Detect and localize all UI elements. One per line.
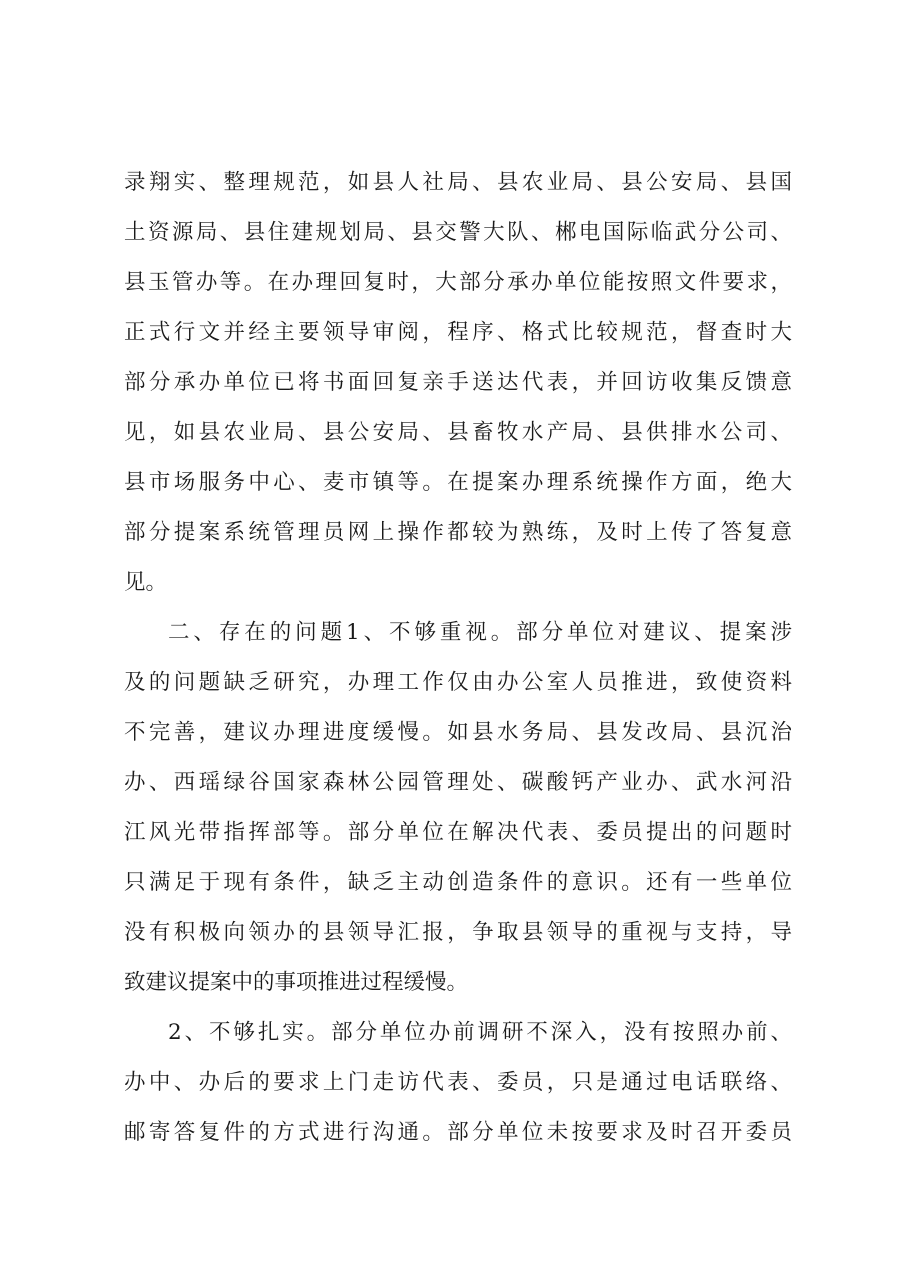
paragraph-line: 土资源局、县住建规划局、县交警大队、郴电国际临武分公司、	[124, 220, 792, 245]
paragraph-line: 邮寄答复件的方式进行沟通。部分单位未按要求及时召开委员	[124, 1120, 792, 1145]
paragraph-line: 江风光带指挥部等。部分单位在解决代表、委员提出的问题时	[124, 820, 792, 845]
paragraph-line: 正式行文并经主要领导审阅，程序、格式比较规范，督查时大	[124, 320, 792, 345]
paragraph-line: 县市场服务中心、麦市镇等。在提案办理系统操作方面，绝大	[124, 470, 792, 495]
paragraph-line: 及的问题缺乏研究，办理工作仅由办公室人员推进，致使资料	[124, 670, 792, 695]
paragraph-line: 录翔实、整理规范，如县人社局、县农业局、县公安局、县国	[124, 170, 792, 195]
paragraph-line: 办中、办后的要求上门走访代表、委员，只是通过电话联络、	[124, 1070, 792, 1095]
section-heading-line: 二、存在的问题1、不够重视。部分单位对建议、提案涉	[168, 620, 792, 645]
paragraph-line: 只满足于现有条件，缺乏主动创造条件的意识。还有一些单位	[124, 870, 792, 895]
paragraph-line: 办、西瑶绿谷国家森林公园管理处、碳酸钙产业办、武水河沿	[124, 770, 792, 795]
paragraph-line: 见，如县农业局、县公安局、县畜牧水产局、县供排水公司、	[124, 420, 792, 445]
paragraph-line: 致建议提案中的事项推进过程缓慢。	[124, 970, 469, 995]
paragraph-line: 部分提案系统管理员网上操作都较为熟练，及时上传了答复意	[124, 520, 792, 545]
paragraph-line: 见。	[124, 570, 168, 595]
paragraph-line: 没有积极向领办的县领导汇报，争取县领导的重视与支持，导	[124, 920, 792, 945]
paragraph-line: 部分承办单位已将书面回复亲手送达代表，并回访收集反馈意	[124, 370, 792, 395]
paragraph-line: 不完善，建议办理进度缓慢。如县水务局、县发改局、县沉治	[124, 720, 792, 745]
paragraph-line: 县玉管办等。在办理回复时，大部分承办单位能按照文件要求，	[124, 270, 792, 295]
paragraph-line: 2、不够扎实。部分单位办前调研不深入，没有按照办前、	[168, 1020, 792, 1045]
